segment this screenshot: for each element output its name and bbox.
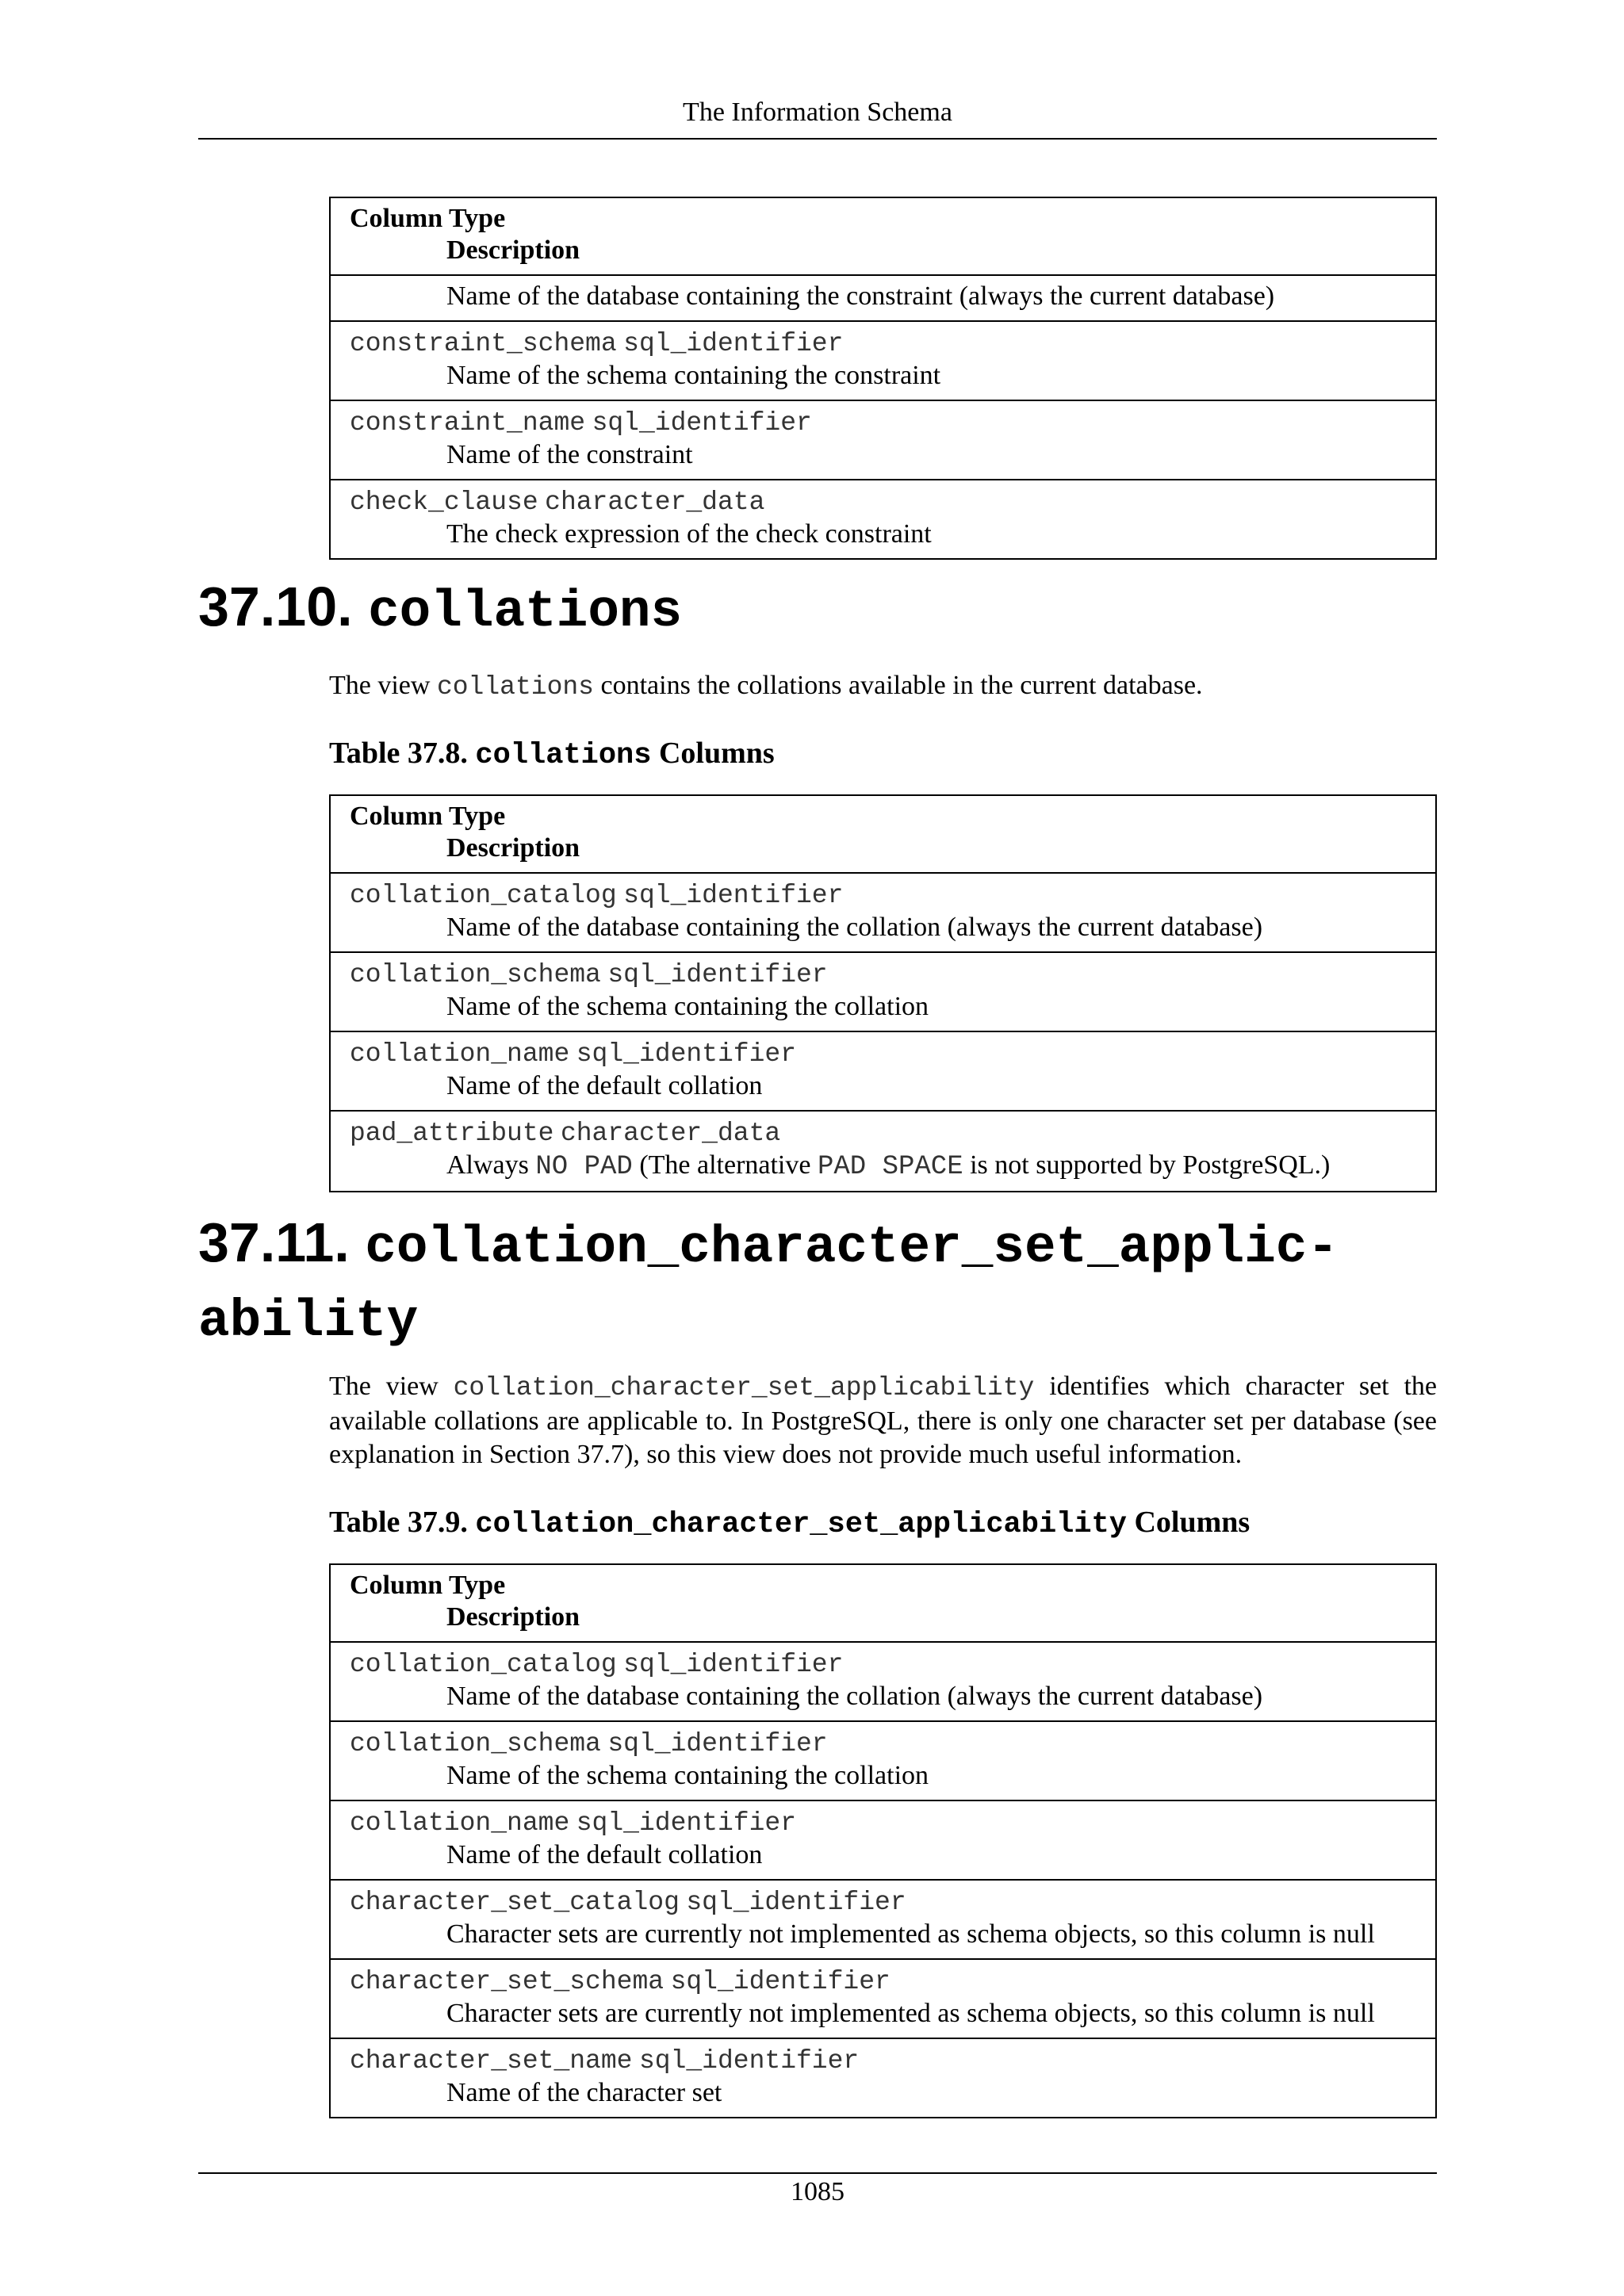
table-row: [330, 400, 1436, 480]
table-header-row: [330, 795, 1436, 873]
column-type: sql_identifier: [686, 1888, 906, 1917]
row-description: Character sets are currently not implemented as schema objects, so this column is null: [446, 1919, 1375, 1949]
columns-table: [329, 794, 1437, 1192]
columns-table: [329, 197, 1437, 560]
table-row: [330, 1721, 1436, 1800]
table-row: [330, 1111, 1436, 1192]
column-name: character_set_name: [350, 2046, 633, 2076]
column-name: collation_name: [350, 1808, 570, 1838]
row-description: The check expression of the check constraint: [446, 519, 932, 549]
row-description: Name of the database containing the collation (always the current database): [446, 913, 1263, 942]
column-name: character_set_schema: [350, 1967, 665, 1996]
running-header: [198, 94, 1437, 140]
column-type-header: Column Type: [350, 802, 506, 831]
row-description: Name of the database containing the collation (always the current database): [446, 1682, 1263, 1711]
desc-text: Always: [446, 1150, 536, 1180]
row-description: Name of the schema containing the collation: [446, 1761, 929, 1790]
row-description: Name of the database containing the constraint (always the current database): [446, 281, 1275, 311]
description-header: Description: [446, 235, 580, 265]
caption-code: collations: [475, 739, 652, 772]
caption-text: Columns: [651, 737, 775, 770]
table-header-row: [330, 197, 1436, 275]
section-name-line1: collation_character_set_applic-: [365, 1218, 1339, 1277]
desc-text: is not supported by PostgreSQL.): [963, 1150, 1331, 1180]
check-constraints-table-continued: [329, 197, 1437, 560]
caption-text: Columns: [1126, 1506, 1251, 1539]
columns-table: [329, 1563, 1437, 2118]
column-name: collation_schema: [350, 1729, 601, 1758]
applicability-intro-paragraph: [329, 1370, 1437, 1471]
row-description: Name of the default collation: [446, 1840, 763, 1869]
collation-character-set-applicability-table: [329, 1563, 1437, 2118]
desc-text: (The alternative: [632, 1150, 818, 1180]
table-caption-37-9: [329, 1503, 1437, 1544]
table-row: [330, 873, 1436, 952]
column-type: character_data: [545, 488, 765, 517]
header-title: The Information Schema: [683, 98, 952, 127]
table-row: [330, 480, 1436, 559]
column-type: sql_identifier: [607, 960, 828, 989]
description-header: Description: [446, 1602, 580, 1632]
para-text: The view: [329, 671, 437, 700]
table-row: [330, 275, 1436, 321]
column-type: character_data: [560, 1119, 781, 1148]
table-row: [330, 1959, 1436, 2038]
table-row: [330, 1880, 1436, 1959]
row-description: Name of the character set: [446, 2078, 722, 2107]
inline-code: NO PAD: [535, 1152, 633, 1182]
column-name: collation_catalog: [350, 881, 617, 910]
section-heading-collations: [198, 572, 1467, 646]
column-type: sql_identifier: [623, 881, 844, 910]
column-type: sql_identifier: [576, 1039, 796, 1069]
column-type: sql_identifier: [623, 1650, 844, 1679]
table-row: [330, 1031, 1436, 1111]
column-name: character_set_catalog: [350, 1888, 680, 1917]
table-caption-37-8: [329, 734, 1437, 775]
column-name: collation_schema: [350, 960, 601, 989]
para-text: contains the collations available in the current database.: [594, 671, 1203, 700]
table-header-row: [330, 1564, 1436, 1642]
inline-code: collation_character_set_applicability: [453, 1373, 1035, 1402]
table-row: [330, 1800, 1436, 1880]
table-row: [330, 952, 1436, 1031]
section-number: 37.11.: [198, 1211, 350, 1273]
caption-text: Table 37.8.: [329, 737, 476, 770]
para-text: identifies which character set the available collations are applicable to. In PostgreSQL, there is only one character set per database (see explanation in Section 37.7), so this view does not provide much useful information.: [329, 1372, 1437, 1469]
inline-code: collations: [436, 672, 594, 702]
column-name: constraint_schema: [350, 329, 617, 358]
column-name: constraint_name: [350, 408, 586, 438]
para-text: The view: [329, 1372, 454, 1401]
column-name: collation_catalog: [350, 1650, 617, 1679]
column-name: pad_attribute: [350, 1119, 554, 1148]
column-type-header: Column Type: [350, 1571, 506, 1600]
description-header: Description: [446, 833, 580, 863]
row-description: Name of the constraint: [446, 440, 693, 469]
section-heading-collation-character-set-applicability: [198, 1208, 1467, 1356]
column-type: sql_identifier: [576, 1808, 796, 1838]
collations-table: [329, 794, 1437, 1192]
column-name: check_clause: [350, 488, 538, 517]
row-description: [350, 1150, 1416, 1183]
column-name: collation_name: [350, 1039, 570, 1069]
caption-text: Table 37.9.: [329, 1506, 476, 1539]
row-description: Name of the schema containing the collation: [446, 992, 929, 1021]
collations-intro-paragraph: [329, 669, 1437, 704]
inline-code: PAD SPACE: [817, 1152, 963, 1182]
section-name-line2: ability: [198, 1292, 419, 1351]
page-number: 1085: [791, 2177, 845, 2206]
column-type-header: Column Type: [350, 204, 506, 233]
column-type: sql_identifier: [592, 408, 812, 438]
column-type: sql_identifier: [607, 1729, 828, 1758]
table-row: [330, 321, 1436, 400]
table-row: [330, 1642, 1436, 1721]
caption-code: collation_character_set_applicability: [475, 1508, 1127, 1541]
row-description: Name of the default collation: [446, 1071, 763, 1100]
section-name: collations: [368, 582, 683, 641]
footer-rule: [198, 2172, 1437, 2174]
column-type: sql_identifier: [670, 1967, 891, 1996]
column-type: sql_identifier: [638, 2046, 860, 2076]
column-type: sql_identifier: [623, 329, 844, 358]
row-description: Name of the schema containing the constraint: [446, 361, 941, 390]
row-description: Character sets are currently not implemented as schema objects, so this column is null: [446, 1999, 1375, 2028]
table-row: [330, 2038, 1436, 2118]
section-number: 37.10.: [198, 576, 353, 637]
